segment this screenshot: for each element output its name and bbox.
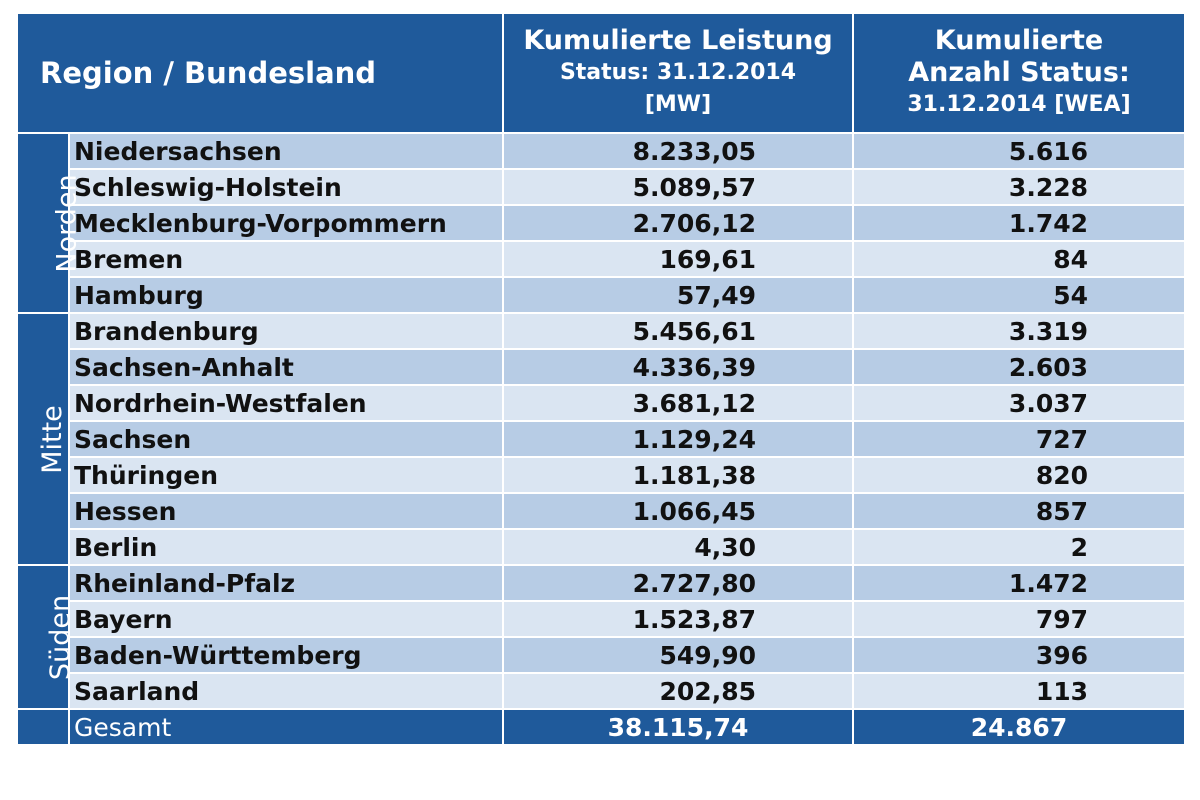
state-name: Sachsen [70,422,502,456]
table-row [18,170,1184,204]
capacity-mw: 2.706,12 [504,206,852,240]
state-name: Mecklenburg-Vorpommern [70,206,502,240]
table-row [18,278,1184,312]
table-body [18,134,1184,708]
table-row [18,314,1184,348]
table-row [18,494,1184,528]
turbine-count: 820 [854,458,1184,492]
wea-header [854,14,1184,132]
region-group-label [18,566,77,708]
state-name: Baden-Württemberg [70,638,502,672]
wea-header-line3: 31.12.2014 [WEA] [907,92,1131,117]
turbine-count: 2.603 [854,350,1184,384]
capacity-mw: 1.129,24 [504,422,852,456]
turbine-count: 727 [854,422,1184,456]
table-row [18,242,1184,276]
region-group-text: Mitte [36,404,68,474]
table-row [18,458,1184,492]
state-name: Brandenburg [70,314,502,348]
state-name: Rheinland-Pfalz [70,566,502,600]
capacity-mw: 1.181,38 [504,458,852,492]
turbine-count: 1.472 [854,566,1184,600]
total-mw: 38.115,74 [504,710,852,744]
mw-header-line1: Kumulierte Leistung [523,25,833,56]
state-name: Hamburg [70,278,502,312]
region-header: Region / Bundesland [18,14,502,132]
table-header-row [18,14,1184,132]
region-group-text: Süden [45,594,77,680]
capacity-mw: 5.456,61 [504,314,852,348]
capacity-mw: 2.727,80 [504,566,852,600]
state-name: Bremen [70,242,502,276]
state-name: Saarland [70,674,502,708]
total-wea: 24.867 [854,710,1184,744]
state-name: Bayern [70,602,502,636]
capacity-mw: 3.681,12 [504,386,852,420]
turbine-count: 2 [854,530,1184,564]
state-name: Thüringen [70,458,502,492]
wind-capacity-table [16,12,1186,746]
turbine-count: 84 [854,242,1184,276]
total-label: Gesamt [70,710,502,744]
state-name: Niedersachsen [70,134,502,168]
capacity-mw: 5.089,57 [504,170,852,204]
capacity-mw: 4,30 [504,530,852,564]
turbine-count: 3.037 [854,386,1184,420]
wind-capacity-table-container [16,12,1184,746]
state-name: Sachsen-Anhalt [70,350,502,384]
turbine-count: 113 [854,674,1184,708]
table-row [18,530,1184,564]
wea-header-line1: Kumulierte [934,25,1104,56]
state-name: Berlin [70,530,502,564]
table-row [18,674,1184,708]
turbine-count: 3.319 [854,314,1184,348]
table-row [18,386,1184,420]
table-row [18,422,1184,456]
turbine-count: 5.616 [854,134,1184,168]
table-row [18,638,1184,672]
state-name: Schleswig-Holstein [70,170,502,204]
mw-header [504,14,852,132]
turbine-count: 857 [854,494,1184,528]
capacity-mw: 169,61 [504,242,852,276]
capacity-mw: 57,49 [504,278,852,312]
region-group-label [18,134,83,312]
total-row [18,710,1184,744]
capacity-mw: 4.336,39 [504,350,852,384]
table-row [18,350,1184,384]
region-group-text: Norden [51,173,83,273]
mw-header-line3: [MW] [644,92,712,117]
table-row [18,602,1184,636]
turbine-count: 3.228 [854,170,1184,204]
mw-header-line2: Status: 31.12.2014 [559,60,797,85]
turbine-count: 1.742 [854,206,1184,240]
state-name: Nordrhein-Westfalen [70,386,502,420]
capacity-mw: 202,85 [504,674,852,708]
capacity-mw: 1.066,45 [504,494,852,528]
capacity-mw: 549,90 [504,638,852,672]
capacity-mw: 8.233,05 [504,134,852,168]
table-row [18,566,1184,600]
region-group-label [18,314,68,564]
wea-header-line2: Anzahl Status: [908,57,1130,88]
total-group-cell [18,710,68,744]
table-row [18,206,1184,240]
turbine-count: 797 [854,602,1184,636]
turbine-count: 396 [854,638,1184,672]
table-row [18,134,1184,168]
state-name: Hessen [70,494,502,528]
capacity-mw: 1.523,87 [504,602,852,636]
turbine-count: 54 [854,278,1184,312]
